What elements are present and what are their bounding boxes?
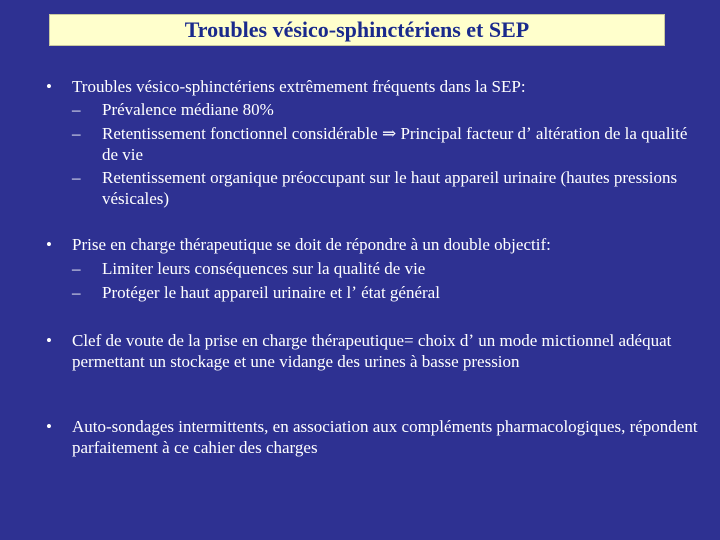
slide-title: Troubles vésico-sphinctériens et SEP [184, 17, 530, 42]
bullet-marker: • [46, 331, 52, 350]
sub-bullet-text: Protéger le haut appareil urinaire et lʼ état général [102, 283, 440, 302]
dash-marker: – [72, 283, 81, 302]
sub-bullet-item [72, 123, 702, 165]
bullet-item [46, 330, 702, 372]
bullet-text: Clef de voute de la prise en charge thérapeutique= choix dʼ un mode mictionnel adéquat permettant un stockage et une vidange des urines à basse pression [72, 331, 672, 371]
bullet-marker: • [46, 417, 52, 436]
sub-bullet-text: Retentissement organique préoccupant sur le haut appareil urinaire (hautes pressions vésicales) [102, 168, 678, 208]
sub-bullet-item [72, 282, 702, 303]
dash-marker: – [72, 100, 81, 119]
dash-marker: – [72, 124, 81, 143]
sub-bullet-text: Retentissement fonctionnel considérable ⇒ Principal facteur dʼ altération de la qualité de vie [102, 124, 688, 164]
sub-bullet-text: Prévalence médiane 80% [102, 100, 274, 119]
bullet-text: Prise en charge thérapeutique se doit de répondre à un double objectif: [72, 235, 551, 254]
bullet-text: Auto-sondages intermittents, en association aux compléments pharmacologiques, répondent parfaitement à ce cahier des charges [72, 417, 698, 457]
sub-bullet-item [72, 167, 702, 209]
bullet-item [46, 234, 702, 255]
sub-bullet-text: Limiter leurs conséquences sur la qualité de vie [102, 259, 426, 278]
dash-marker: – [72, 168, 81, 187]
sub-bullet-item [72, 99, 702, 120]
bullet-item [46, 416, 702, 458]
sub-bullet-item [72, 258, 702, 279]
bullet-marker: • [46, 77, 52, 96]
dash-marker: – [72, 259, 81, 278]
bullet-marker: • [46, 235, 52, 254]
bullet-item [46, 76, 702, 97]
bullet-text: Troubles vésico-sphinctériens extrêmement fréquents dans la SEP: [72, 77, 526, 96]
